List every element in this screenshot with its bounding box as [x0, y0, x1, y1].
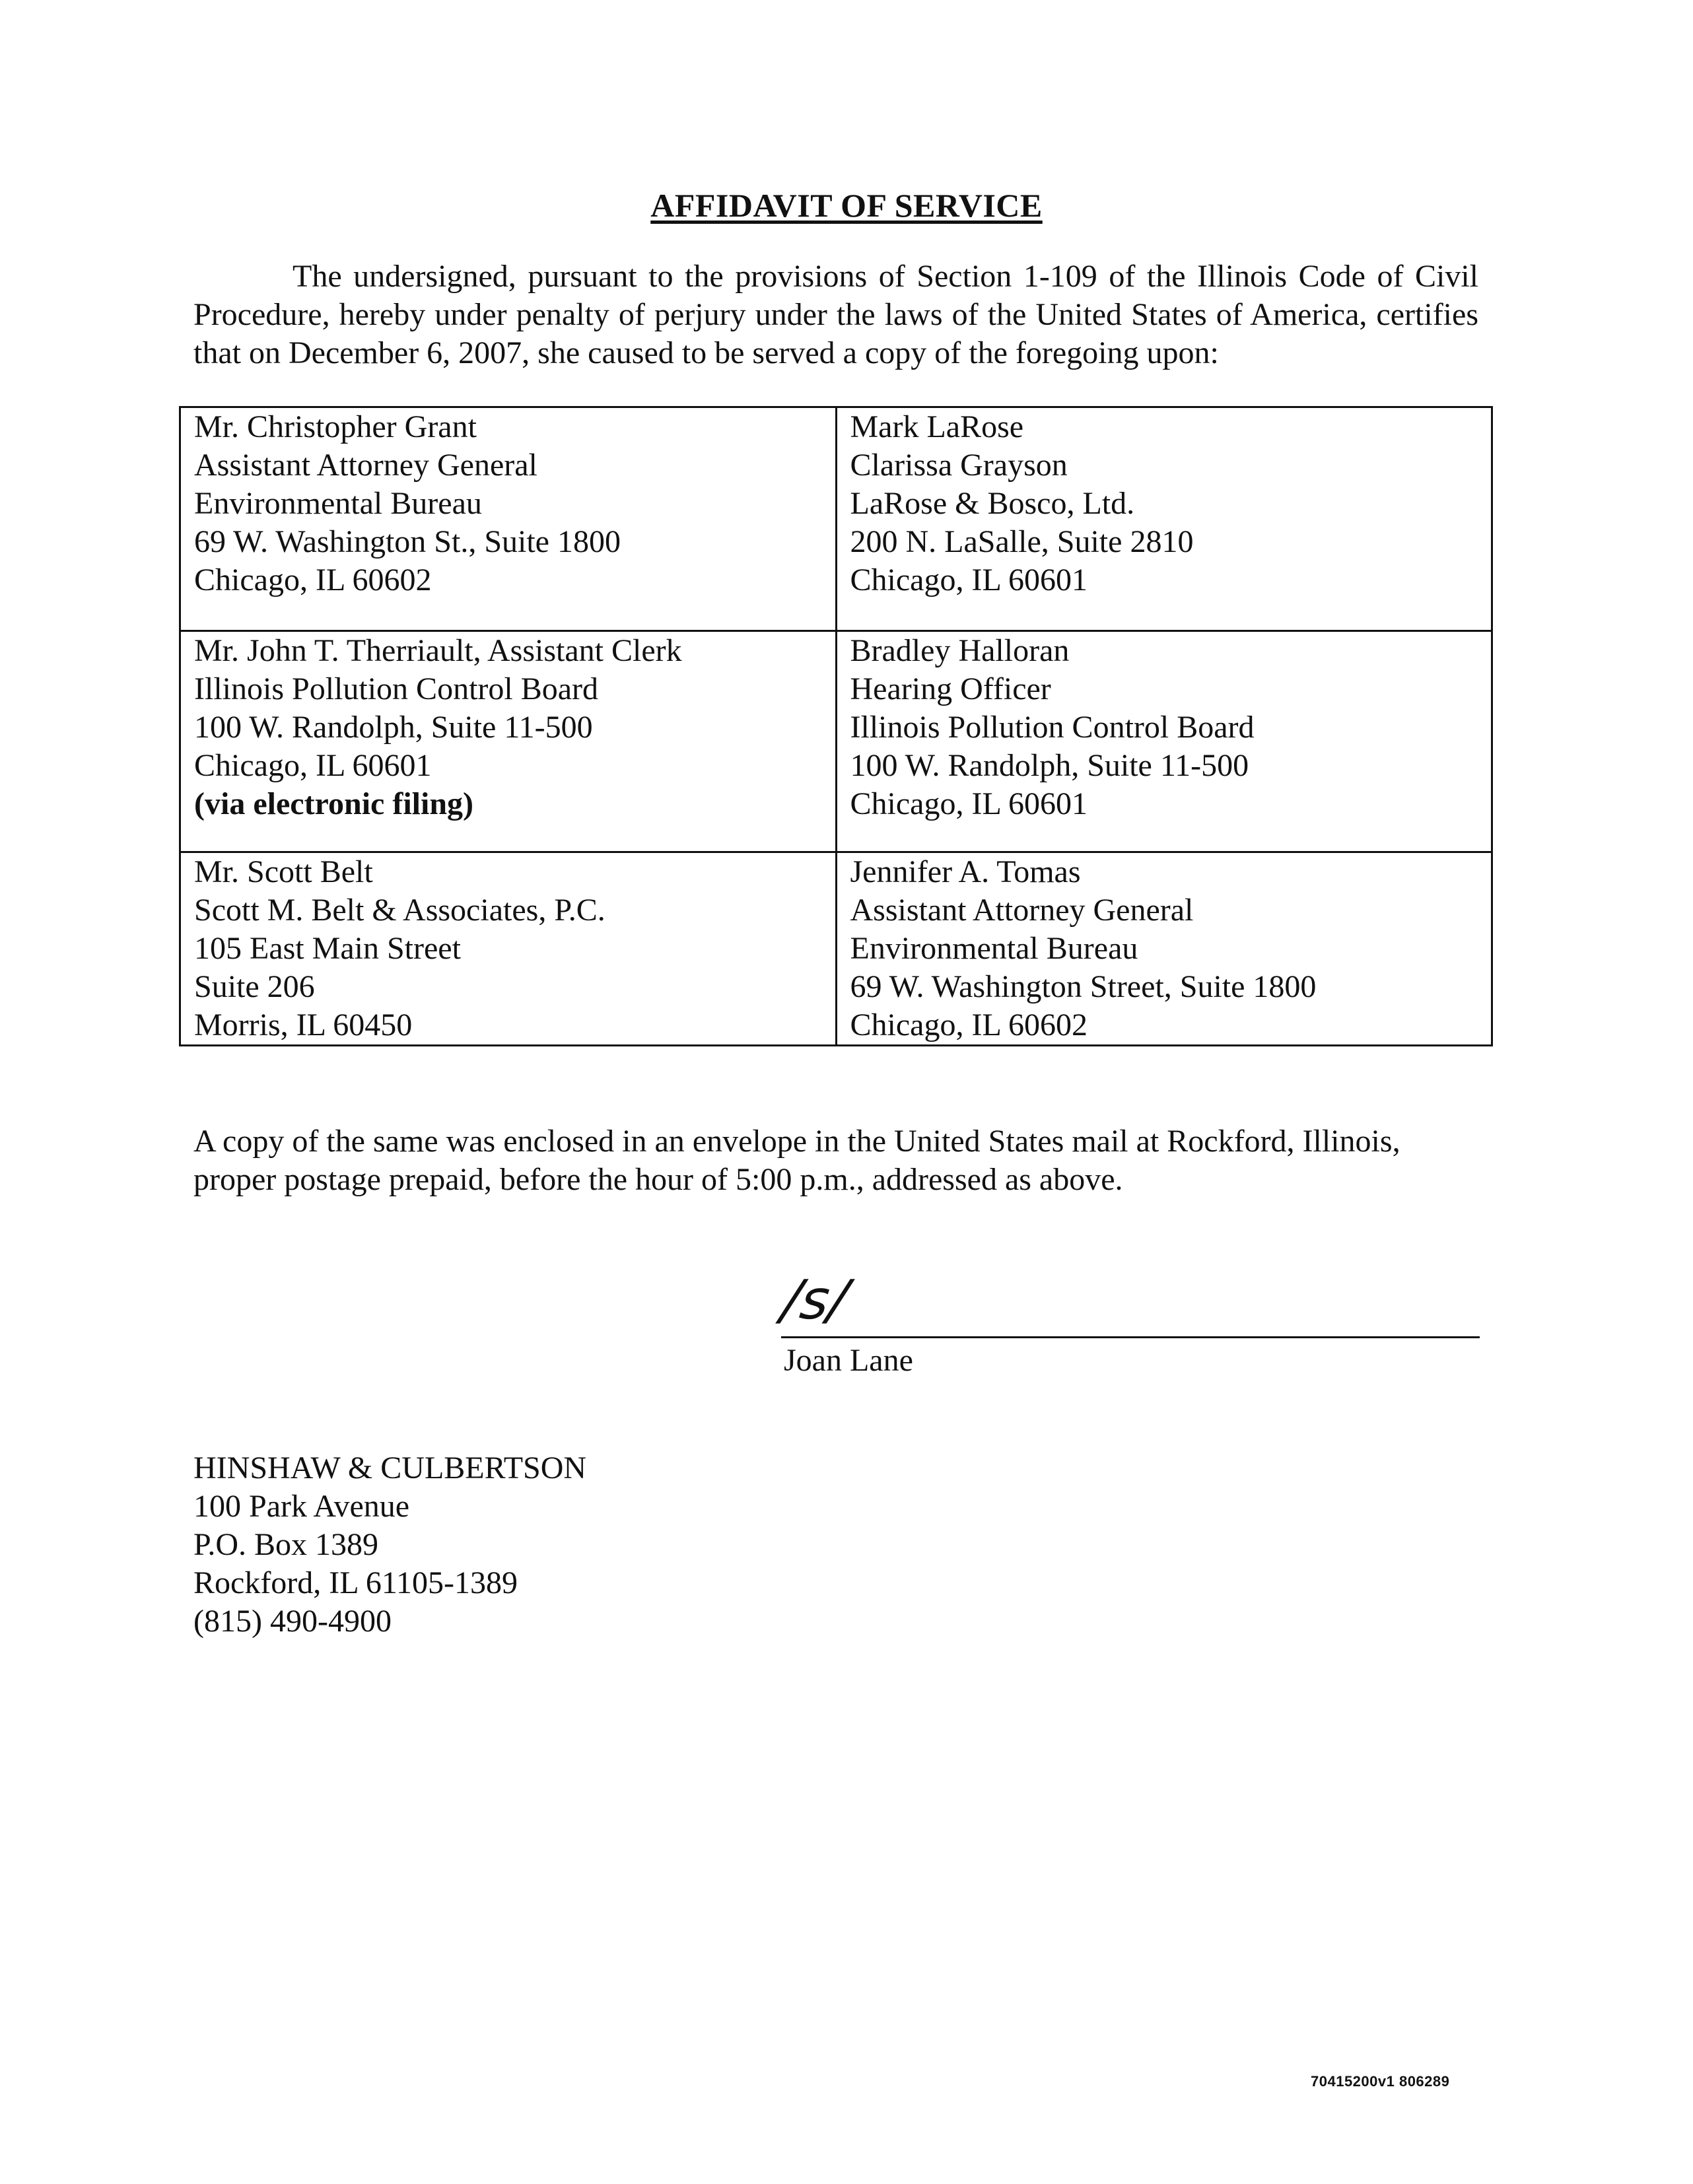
service-row: [180, 631, 1492, 852]
recipient-line: Chicago, IL 60602: [850, 1007, 1088, 1042]
recipient-line: Chicago, IL 60601: [850, 563, 1088, 597]
service-recipient-left: [180, 852, 837, 1046]
firm-address-line: Rockford, IL 61105-1389: [193, 1565, 518, 1600]
recipient-line: Mr. Scott Belt: [194, 854, 373, 889]
recipient-line: 69 W. Washington St., Suite 1800: [194, 524, 621, 559]
recipient-line: Assistant Attorney General: [194, 448, 537, 483]
recipient-line: Chicago, IL 60601: [194, 748, 432, 783]
recipient-line: Mr. John T. Therriault, Assistant Clerk: [194, 633, 682, 668]
intro-paragraph: The undersigned, pursuant to the provisions of Section 1-109 of the Illinois Code of Civil Procedure, hereby under penalty of perjury under the laws of the United States of America, certifies that on December 6, 2007, she caused to be served a copy of the foregoing upon:: [193, 259, 1478, 370]
recipient-line: Morris, IL 60450: [194, 1007, 413, 1042]
recipient-line: Chicago, IL 60601: [850, 786, 1088, 821]
recipient-line: Hearing Officer: [850, 671, 1051, 706]
service-recipient-left: [180, 631, 837, 852]
recipient-line: Illinois Pollution Control Board: [850, 710, 1255, 745]
recipient-line: LaRose & Bosco, Ltd.: [850, 486, 1135, 521]
mailing-statement: A copy of the same was enclosed in an envelope in the United States mail at Rockford, Illinois, proper postage prepaid, before the hour of 5:00 p.m., addressed as above.: [193, 1124, 1400, 1197]
service-row: [180, 407, 1492, 631]
recipient-line: Scott M. Belt & Associates, P.C.: [194, 893, 605, 928]
recipient-line: Illinois Pollution Control Board: [194, 671, 599, 706]
recipient-line: Chicago, IL 60602: [194, 563, 432, 597]
recipient-line: Jennifer A. Tomas: [850, 854, 1081, 889]
recipient-line: Assistant Attorney General: [850, 893, 1194, 928]
signer-name: Joan Lane: [784, 1343, 913, 1378]
service-row: [180, 852, 1492, 1046]
service-recipient-right: [836, 852, 1492, 1046]
firm-phone: (815) 490-4900: [193, 1604, 392, 1639]
recipient-line: Mr. Christopher Grant: [194, 409, 477, 444]
electronic-filing-note: (via electronic filing): [194, 786, 473, 821]
recipient-line: 100 W. Randolph, Suite 11-500: [850, 748, 1249, 783]
firm-address-line: P.O. Box 1389: [193, 1527, 379, 1562]
recipient-line: Suite 206: [194, 969, 315, 1004]
service-recipient-left: [180, 407, 837, 631]
recipient-line: 200 N. LaSalle, Suite 2810: [850, 524, 1194, 559]
document-title: AFFIDAVIT OF SERVICE: [650, 187, 1043, 224]
recipient-line: Environmental Bureau: [850, 931, 1138, 966]
service-recipient-right: [836, 631, 1492, 852]
recipient-line: Environmental Bureau: [194, 486, 482, 521]
firm-name: HINSHAW & CULBERTSON: [193, 1450, 587, 1485]
service-recipient-right: [836, 407, 1492, 631]
recipient-line: Bradley Halloran: [850, 633, 1070, 668]
document-id-footer: 70415200v1 806289: [1311, 2073, 1450, 2090]
service-list-table: [179, 406, 1493, 1046]
signature-line: [781, 1336, 1480, 1338]
recipient-line: 105 East Main Street: [194, 931, 461, 966]
signature-mark: /s/: [778, 1269, 852, 1332]
recipient-line: 69 W. Washington Street, Suite 1800: [850, 969, 1317, 1004]
recipient-line: Clarissa Grayson: [850, 448, 1068, 483]
firm-address-block: [193, 1449, 586, 1641]
recipient-line: Mark LaRose: [850, 409, 1024, 444]
firm-address-line: 100 Park Avenue: [193, 1489, 410, 1524]
recipient-line: 100 W. Randolph, Suite 11-500: [194, 710, 593, 745]
